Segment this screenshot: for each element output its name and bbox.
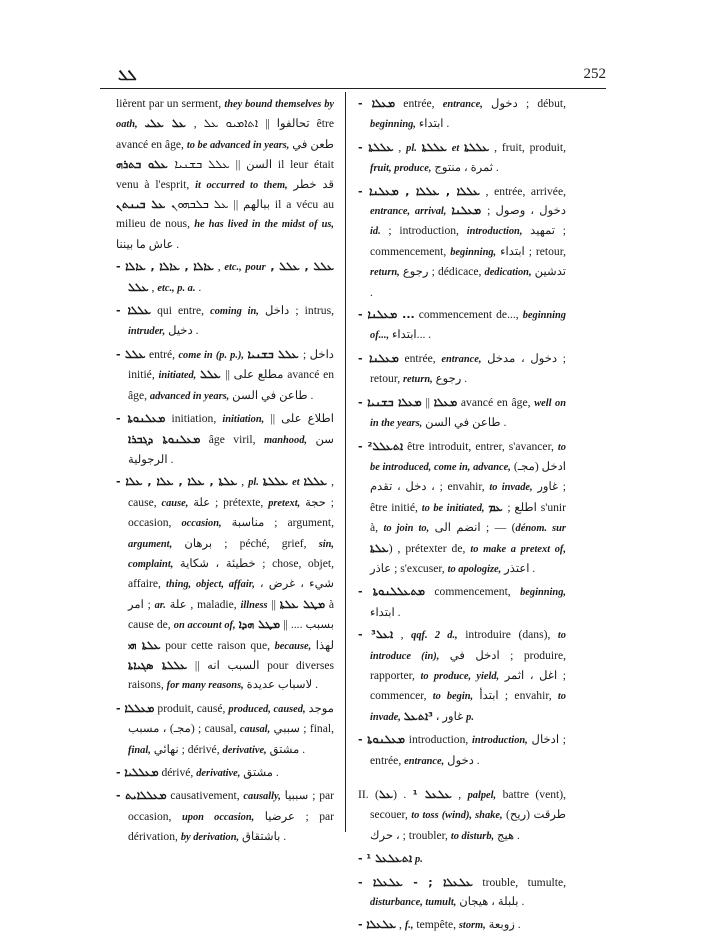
- entry-text: دخول .: [444, 753, 480, 767]
- english-gloss: to disturb,: [450, 830, 495, 842]
- english-gloss: derivative,: [222, 744, 267, 756]
- entry-text: II. (: [358, 788, 379, 801]
- entry-text: entrée,: [395, 97, 443, 110]
- english-gloss: beginning of...,: [370, 310, 566, 342]
- entry-text: qui entre,: [151, 304, 211, 318]
- entry-text: avancé en âge,: [128, 368, 335, 402]
- english-gloss: et: [451, 142, 460, 154]
- entry-text: بسبب .... ||: [235, 618, 335, 632]
- english-gloss: well on in the years,: [370, 397, 566, 430]
- syriac-headword: - ܥܠܥܠܐ ; - ܥܠܥܠܐ: [358, 875, 473, 889]
- entry-text: ||: [267, 597, 280, 611]
- entry-text: تمهيد ; commencement,: [370, 224, 566, 258]
- entry-text: âge viril,: [200, 432, 264, 446]
- syriac-headword: - ܥܐܠܐ , ܥܐܠܐ , ܥܐܠܐ: [116, 260, 214, 274]
- entry-text: il a vécu au milieu de nous,: [116, 198, 335, 231]
- english-gloss: to make a pretext of,: [470, 543, 566, 555]
- english-gloss: upon occasion,: [181, 811, 255, 823]
- english-gloss: pl.: [248, 477, 259, 489]
- dictionary-entry: [116, 763, 334, 783]
- syriac-headword: - ³ܐܥܠ: [358, 628, 394, 642]
- english-gloss: to join to,: [383, 523, 430, 535]
- entry-text: عرضيا ; par dérivation,: [128, 809, 335, 844]
- english-gloss: to invade,: [370, 691, 566, 723]
- right-column: [358, 94, 566, 939]
- dictionary-entry: [358, 915, 566, 935]
- entry-text: علة , maladie,: [165, 597, 241, 611]
- dictionary-entry: [358, 393, 566, 434]
- entry-text: لهذا السبب انه ||: [187, 638, 334, 672]
- syriac-headword: ܡܛܠ ܗܕܐ ܥܠܬܐ ܗܝ: [128, 618, 281, 652]
- entry-text: طاعن في السن .: [422, 416, 507, 430]
- entry-text: lièrent par un serment,: [116, 97, 225, 110]
- entry-text: ابتدأ ; envahir,: [473, 689, 558, 703]
- syriac-headword: - ܥܠܬܐ , ܥܠܐ , ܥܠܐ , ܥܠܐ: [116, 475, 238, 489]
- entry-text: commencement de...,: [414, 308, 523, 322]
- dictionary-entry: [116, 472, 334, 695]
- entry-text: causativement,: [166, 789, 244, 803]
- entry-text: avancé en âge,: [457, 395, 535, 409]
- entry-text: طاعن في السن .: [229, 388, 314, 402]
- english-gloss: cause,: [161, 497, 189, 509]
- dictionary-entry: [116, 699, 334, 760]
- entry-text: علة ; prétexte,: [188, 495, 269, 509]
- english-gloss: by derivation,: [180, 832, 240, 844]
- dictionary-entry: [358, 182, 566, 302]
- entry-text: باشتقاق .: [239, 830, 287, 844]
- english-gloss: dénom. sur: [515, 523, 566, 535]
- syriac-headword: - ܡܥܠܐ: [358, 97, 396, 110]
- entry-text: , fruit, produit,: [489, 140, 566, 154]
- syriac-headword: ܡܛܠ ܥܠܬܐ: [279, 597, 326, 611]
- english-gloss: return,: [370, 267, 400, 279]
- syriac-headword: - ܥܠܠܬܐ: [358, 140, 394, 154]
- syriac-headword: - ܥܠܠ: [116, 347, 146, 361]
- syriac-headword: ܡܥܠܐ ܒܫܢܝܐ: [367, 395, 422, 409]
- english-gloss: entrance,: [441, 353, 482, 365]
- entry-text: produit, causé,: [154, 701, 229, 715]
- english-gloss: introduction,: [466, 226, 523, 238]
- english-gloss: derivative,: [196, 768, 241, 779]
- entry-text: دخول ; début,: [482, 97, 566, 110]
- entry-text: ,: [451, 788, 468, 801]
- dictionary-entry: [358, 582, 566, 622]
- entry-text: battre (vent), secouer,: [370, 788, 566, 822]
- entry-text: pour diverses raisons,: [128, 658, 335, 692]
- english-gloss: etc., p. a.: [157, 282, 196, 294]
- entry-text: être avancé en âge,: [116, 117, 334, 151]
- syriac-headword: - ܡܥܠܠܐ: [116, 701, 155, 715]
- syriac-headword: - ܡܥܠܠܐܝܬ: [116, 789, 167, 803]
- english-gloss: id.: [370, 226, 381, 238]
- entry-text: اعتذر .: [501, 561, 536, 575]
- english-gloss: coming in,: [210, 306, 259, 318]
- english-gloss: because,: [274, 640, 312, 652]
- english-gloss: he has lived in the midst of us,: [194, 219, 334, 231]
- entry-text: طرقت (ريح) ، حرك ; troubler,: [370, 808, 566, 842]
- dictionary-entry: [358, 349, 566, 390]
- english-gloss: to toss (wind), shake,: [411, 810, 503, 822]
- entry-text: اطلاع على ||: [264, 412, 334, 426]
- entry-text: ,: [396, 918, 405, 932]
- english-gloss: causally,: [243, 791, 281, 803]
- entry-text: commencement,: [425, 585, 521, 599]
- entry-text: انضم الى ; — (: [429, 521, 516, 535]
- english-gloss: manhood,: [263, 434, 307, 446]
- english-gloss: initiated,: [158, 370, 197, 382]
- entry-text: دخول ، مدخل ; retour,: [370, 351, 567, 386]
- english-gloss: beginning,: [450, 246, 497, 258]
- entry-text: être introduit, entrer, s'avancer,: [403, 439, 558, 453]
- syriac-headword: - ܥܠܠܐ , ܥܠܠܐ , ܡܥܠܢܐ: [358, 184, 481, 198]
- english-gloss: p.: [415, 854, 423, 866]
- entry-text: ابتداء .: [415, 117, 450, 131]
- running-head-syriac: ܠܠ: [118, 66, 137, 84]
- english-gloss: intruder,: [128, 326, 166, 338]
- entry-text: entrée,: [398, 351, 442, 365]
- entry-text: initiation,: [165, 412, 223, 426]
- english-gloss: to be introduced, come in, advance,: [370, 441, 566, 473]
- entry-text: , entrée, arrivée,: [480, 184, 566, 198]
- entry-text: تحالفوا || ܐܬܐܡܝܘ ܥܠ ,: [137, 117, 310, 131]
- english-gloss: thing, object, affair,: [166, 579, 255, 591]
- entry-text: خطيئة ، شكاية ; chose, objet, affaire,: [128, 556, 334, 591]
- entry-text: سن الرجولية .: [128, 432, 334, 466]
- english-gloss: entrance,: [442, 99, 483, 110]
- dictionary-entry: [358, 849, 566, 869]
- dictionary-entry: [358, 873, 566, 913]
- syriac-headword: ܥܠ ܒܝܢܬܢ: [116, 198, 172, 212]
- entry-text: هيج .: [494, 828, 520, 842]
- entry-text: il leur était venu à l'esprit,: [116, 158, 335, 191]
- entry-text: .: [195, 280, 202, 294]
- english-gloss: produced, caused,: [228, 703, 306, 715]
- syriac-headword: - ܡܬܥܠܠܢܘܬܐ: [358, 585, 426, 599]
- english-gloss: fruit, produce,: [370, 163, 432, 175]
- entry-text: لاسباب عديدة .: [243, 678, 318, 692]
- syriac-headword: - ܥܠܥܠܐ: [358, 918, 397, 932]
- entry-text: مشتق .: [240, 766, 279, 779]
- entry-text: غاور ; être initié,: [370, 480, 567, 514]
- syriac-headword: ܥܠܠ: [199, 368, 226, 382]
- entry-text: s'unir à,: [370, 500, 566, 535]
- syriac-headword: ³ܐܬܥܠ: [403, 709, 433, 723]
- entry-text: رجوع ; dédicace,: [399, 265, 485, 279]
- entry-text: داخل ;: [244, 347, 334, 361]
- english-gloss: beginning,: [520, 587, 566, 599]
- english-gloss: on account of,: [173, 620, 236, 632]
- english-gloss: for many reasons,: [166, 680, 244, 692]
- entry-text: شيء ، غرض ، امر ;: [128, 577, 334, 611]
- syriac-headword: ܥܡ: [488, 500, 508, 514]
- syriac-headword: ܥܠܠܬܐ: [421, 140, 447, 154]
- entry-text: ,: [393, 628, 412, 642]
- syriac-headword: - ܥܠܠܐ: [116, 304, 152, 318]
- syriac-headword: - ܡܥܠܢܐ ...: [358, 308, 415, 322]
- syriac-headword: - ܡܥܠܢܘܬܐ: [116, 412, 166, 426]
- entry-text: سببيا ; par occasion,: [128, 789, 335, 823]
- syriac-headword: ܥܠܠܬܐ ܣܓܝܐܬܐ: [128, 658, 188, 672]
- entry-text: غاور ،: [400, 709, 464, 723]
- english-gloss: return,: [403, 374, 433, 386]
- entry-text: initié,: [128, 368, 159, 382]
- entry-text: ,: [213, 260, 225, 274]
- entry-text: trouble, tumulte,: [472, 875, 566, 889]
- english-gloss: occasion,: [181, 518, 222, 530]
- entry-text: زوبعة .: [485, 918, 521, 932]
- english-gloss: causal,: [239, 724, 271, 736]
- entry-text: introduire (dans),: [457, 628, 558, 642]
- syriac-headword: ܥܠ ܥܠܝ: [144, 117, 194, 131]
- english-gloss: palpel,: [467, 790, 497, 801]
- english-gloss: f.,: [404, 920, 414, 932]
- page-number: 252: [583, 66, 606, 82]
- entry-text: ادخل (مجـ) ، دخل ، تقدم ; envahir,: [370, 459, 567, 494]
- entry-text: ; introduction,: [380, 224, 467, 238]
- english-gloss: pretext,: [268, 497, 301, 509]
- english-gloss: final,: [128, 744, 151, 756]
- syriac-headword: - ܡܥܠܢܘܬܐ: [358, 733, 405, 747]
- english-gloss: sin, complaint,: [128, 538, 334, 570]
- english-gloss: to be advanced in years,: [186, 139, 290, 151]
- syriac-headword: - ܡܥܠܠܝܐ: [116, 766, 159, 779]
- entry-text: مطلع على ||: [196, 368, 284, 382]
- entry-text: طعن في السن || ܥܠܠ ܒܫܢܝܐ: [174, 137, 335, 172]
- english-gloss: p.: [466, 711, 474, 723]
- syriac-headword: - ܐܬܥܠܥܠ ¹: [358, 852, 413, 866]
- left-column: [116, 94, 334, 851]
- dictionary-entry: [116, 345, 334, 406]
- entry-text: داخل ; intrus,: [258, 304, 334, 318]
- syriac-headword: ܥܠܘ ܒܬܪܗ: [116, 158, 175, 172]
- page-header: [100, 64, 606, 86]
- english-gloss: initiation,: [222, 414, 265, 426]
- english-gloss: qqf. 2 d.,: [411, 630, 458, 642]
- english-gloss: ar.: [154, 599, 166, 611]
- entry-text: مشتق .: [266, 742, 306, 756]
- entry-text: دخول ، وصول ;: [446, 204, 566, 218]
- english-gloss: come in (p. p.),: [178, 349, 245, 361]
- column-divider: [345, 92, 346, 832]
- entry-text: مناسبة ; argument,: [221, 516, 334, 530]
- english-gloss: they bound themselves by oath,: [116, 99, 334, 131]
- english-gloss: argument,: [128, 538, 173, 550]
- entry-text: tempête,: [413, 918, 459, 932]
- dictionary-entry: [358, 94, 566, 135]
- dictionary-entry: [116, 409, 334, 469]
- syriac-headword: ܥܠܠ ܒܫܢܝܐ: [247, 347, 304, 361]
- english-gloss: introduction,: [472, 735, 528, 747]
- dictionary-entry: [116, 786, 334, 847]
- entry-text: قد خطر ببالهم || ܥܠ ܒܠܒܗܘܢ: [171, 177, 334, 212]
- dictionary-entry: [358, 730, 566, 771]
- entry-text: رجوع .: [432, 372, 468, 386]
- english-gloss: et: [292, 477, 300, 489]
- english-gloss: entrance,: [404, 755, 445, 767]
- dictionary-entry: [358, 305, 566, 346]
- entry-text: حجة ; occasion,: [128, 495, 335, 530]
- syriac-headword: ܥܠܠܐ: [303, 475, 328, 489]
- entry-text: برهان ; péché, grief,: [172, 536, 319, 550]
- entry-text: ||: [421, 395, 434, 409]
- entry-text: موجد (مجـ) ، مسبب ; causal,: [128, 701, 334, 736]
- english-gloss: dedication,: [484, 267, 532, 279]
- entry-text: ) .: [393, 788, 413, 801]
- english-gloss: entrance, arrival,: [370, 206, 447, 218]
- english-gloss: disturbance, tumult,: [370, 897, 457, 909]
- syriac-headword: ܡܥܠܢܘܬܐ ܕܓܒܪܐ: [128, 432, 201, 446]
- entry-text: , cause,: [128, 475, 334, 509]
- entry-text: دخيل .: [165, 324, 199, 338]
- entry-text: à cause de,: [128, 597, 335, 632]
- syriac-headword: - ²ܐܬܥܠܠ: [358, 439, 404, 453]
- syriac-headword: ܥܠܠܬܐ: [464, 140, 490, 154]
- entry-text: entré,: [145, 347, 179, 361]
- english-gloss: to introduce (in),: [370, 630, 566, 662]
- english-gloss: storm,: [458, 920, 486, 932]
- entry-text: ,: [237, 475, 249, 489]
- dictionary-entry: [358, 437, 566, 580]
- dictionary-entry: [116, 301, 334, 342]
- english-gloss: to begin,: [432, 691, 474, 703]
- dictionary-entry: [358, 625, 566, 727]
- english-gloss: to be initiated,: [421, 502, 485, 514]
- entry-text: ابتداء... .: [389, 328, 432, 342]
- dictionary-entry: [358, 138, 566, 179]
- entry-text: ادخال ; entrée,: [370, 733, 567, 767]
- syriac-headword: ܥܠܠܬܐ: [262, 475, 289, 489]
- syriac-headword: ܡܥܠܢܐ: [451, 204, 488, 218]
- syriac-headword: ܥܠܬܐ: [370, 541, 389, 555]
- entry-text: ) , prétexter de,: [388, 541, 471, 555]
- entry-text: اغل ، اثمر ; commencer,: [370, 668, 567, 703]
- entry-text: introduction,: [404, 733, 473, 747]
- entry-text: dérivé,: [158, 766, 197, 779]
- entry-text: بلبلة ، هيجان .: [456, 895, 525, 909]
- english-gloss: it occurred to them,: [195, 179, 288, 191]
- entry-text: ثمرة ، منتوج .: [431, 161, 499, 175]
- dictionary-entry: [358, 785, 566, 846]
- entry-text: عاذر ; s'excuser,: [370, 561, 448, 575]
- dictionary-entry: [116, 257, 334, 298]
- english-gloss: to produce, yield,: [420, 670, 500, 682]
- syriac-headword: ܥܠܠ , ܥܠܠ , ܥܠܠ: [128, 260, 334, 294]
- entry-text: ابتداء ; retour,: [496, 244, 566, 258]
- english-gloss: pl.: [406, 142, 417, 154]
- english-gloss: etc.,: [224, 262, 242, 274]
- syriac-headword: ܥܠ: [378, 788, 394, 801]
- english-gloss: to apologize,: [447, 563, 502, 575]
- dictionary-entry: [116, 94, 334, 254]
- syriac-headword: ܥܠܥܠ ¹: [412, 788, 452, 801]
- entry-text: ,: [393, 140, 407, 154]
- entry-text: عاش ما بيننا .: [116, 237, 180, 251]
- entry-text: سببي ; final,: [270, 722, 334, 736]
- entry-text: تدشين .: [370, 265, 567, 299]
- entry-text: pour cette raison que,: [160, 638, 275, 652]
- syriac-headword: - ܡܥܠܢܐ: [358, 351, 399, 365]
- english-gloss: illness: [240, 599, 268, 611]
- entry-text: ادخل في ; produire, rapporter,: [370, 648, 566, 682]
- english-gloss: pour: [245, 262, 266, 274]
- entry-text: ابتداء .: [370, 605, 401, 619]
- english-gloss: beginning,: [370, 119, 416, 131]
- header-rule: [100, 88, 606, 89]
- entry-text: اطلع ;: [484, 500, 537, 514]
- english-gloss: advanced in years,: [149, 390, 230, 402]
- entry-text: نهائي ; dérivé,: [150, 742, 223, 756]
- syriac-headword: - ܡܥܠܐ: [358, 395, 458, 409]
- entry-text: ,: [148, 280, 158, 294]
- english-gloss: to invade,: [489, 482, 533, 494]
